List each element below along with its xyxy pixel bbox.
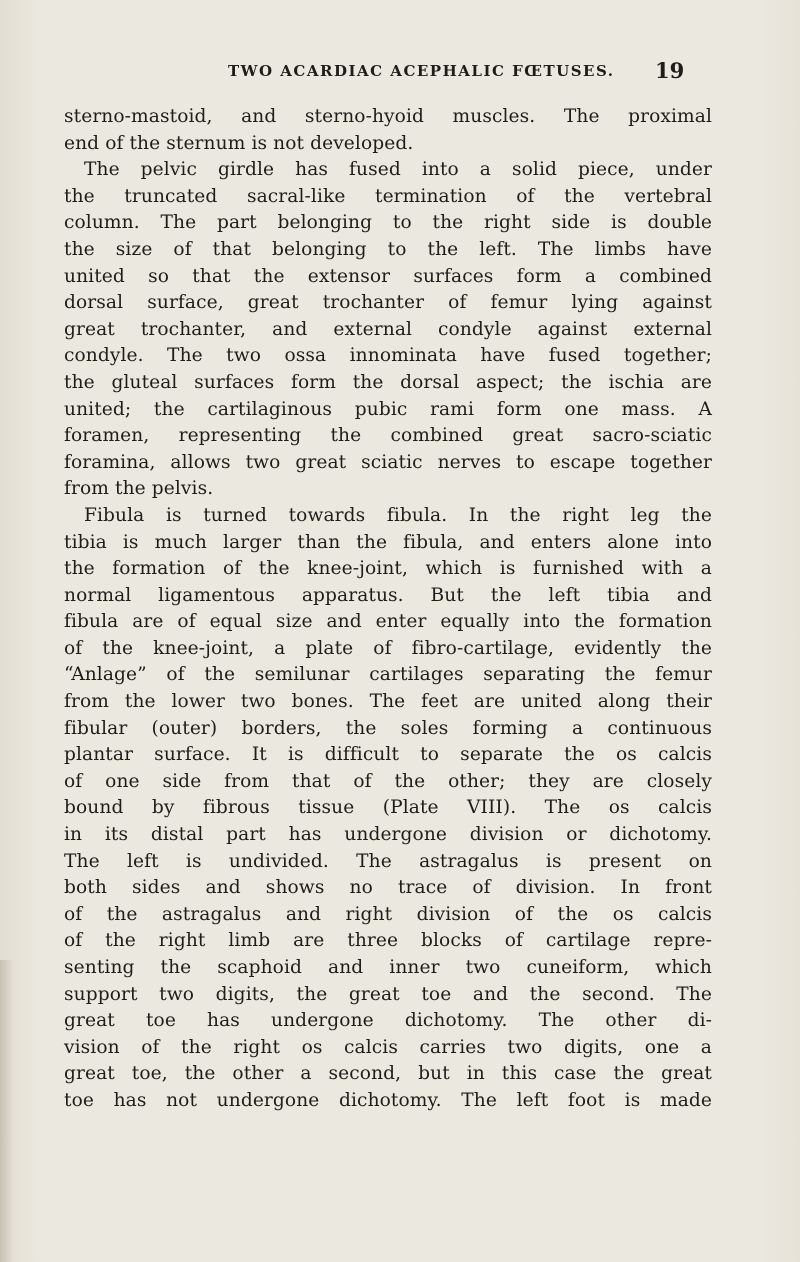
text-line: condyle. The two ossa innominata have fused together; bbox=[64, 345, 712, 367]
text-line: foramina, allows two great sciatic nerves to escape together bbox=[64, 451, 712, 473]
text-line: bound by fibrous tissue (Plate VIII). The os calcis bbox=[64, 797, 712, 819]
text-line: fibula are of equal size and enter equally into the formation bbox=[64, 611, 712, 633]
text-line: united; the cartilaginous pubic rami form one mass. A bbox=[64, 398, 712, 420]
text-line: great toe, the other a second, but in this case the great bbox=[64, 1063, 712, 1085]
text-line: plantar surface. It is difficult to separate the os calcis bbox=[64, 744, 712, 766]
text-line: tibia is much larger than the fibula, and enters alone into bbox=[64, 531, 712, 553]
text-line: sterno-mastoid, and sterno-hyoid muscles. The proximal bbox=[64, 106, 712, 127]
text-line: senting the scaphoid and inner two cuneiform, which bbox=[64, 957, 712, 978]
text-line: of the right limb are three blocks of cartilage repre- bbox=[64, 930, 712, 952]
text-line: the formation of the knee-joint, which is furnished with a bbox=[64, 558, 712, 580]
text-line: of the astragalus and right division of the os calcis bbox=[64, 903, 712, 925]
text-line: toe has not undergone dichotomy. The left foot is made bbox=[64, 1089, 712, 1111]
text-line: in its distal part has undergone division or dichotomy. bbox=[64, 824, 712, 846]
page-number: 19 bbox=[655, 58, 685, 83]
text-line: The left is undivided. The astragalus is present on bbox=[64, 850, 712, 872]
text-line: vision of the right os calcis carries two digits, one a bbox=[64, 1036, 712, 1058]
text-line: of the knee-joint, a plate of fibro-cartilage, evidently the bbox=[64, 637, 712, 659]
text-line: Fibula is turned towards fibula. In the right leg the bbox=[84, 504, 712, 526]
page-edge-shadow bbox=[0, 960, 14, 1262]
text-line: “Anlage” of the semilunar cartilages separating the femur bbox=[64, 664, 712, 686]
text-line: the gluteal surfaces form the dorsal aspect; the ischia are bbox=[64, 371, 712, 393]
text-line: fibular (outer) borders, the soles forming a continuous bbox=[64, 717, 712, 739]
page-header bbox=[0, 58, 800, 88]
text-line: of one side from that of the other; they are closely bbox=[64, 770, 712, 792]
text-line: normal ligamentous apparatus. But the left tibia and bbox=[64, 584, 712, 606]
text-line: the truncated sacral-like termination of the vertebral bbox=[64, 185, 712, 207]
text-line: both sides and shows no trace of division. In front bbox=[64, 877, 712, 899]
text-line: great toe has undergone dichotomy. The other di- bbox=[64, 1010, 712, 1032]
text-line: column. The part belonging to the right side is double bbox=[64, 212, 712, 234]
text-line: great trochanter, and external condyle against external bbox=[64, 318, 712, 340]
text-line: from the pelvis. bbox=[64, 478, 214, 500]
text-line: from the lower two bones. The feet are united along their bbox=[64, 691, 712, 713]
text-line: dorsal surface, great trochanter of femur lying against bbox=[64, 292, 712, 314]
text-line: united so that the extensor surfaces form a combined bbox=[64, 265, 712, 287]
text-line: support two digits, the great toe and the second. The bbox=[64, 983, 712, 1005]
text-line: end of the sternum is not developed. bbox=[64, 132, 414, 154]
running-head: TWO ACARDIAC ACEPHALIC FŒTUSES. bbox=[228, 62, 615, 80]
body-text bbox=[64, 104, 712, 1115]
text-line: foramen, representing the combined great sacro-sciatic bbox=[64, 425, 712, 447]
text-line: The pelvic girdle has fused into a solid piece, under bbox=[84, 159, 712, 181]
text-line: the size of that belonging to the left. The limbs have bbox=[64, 238, 712, 260]
